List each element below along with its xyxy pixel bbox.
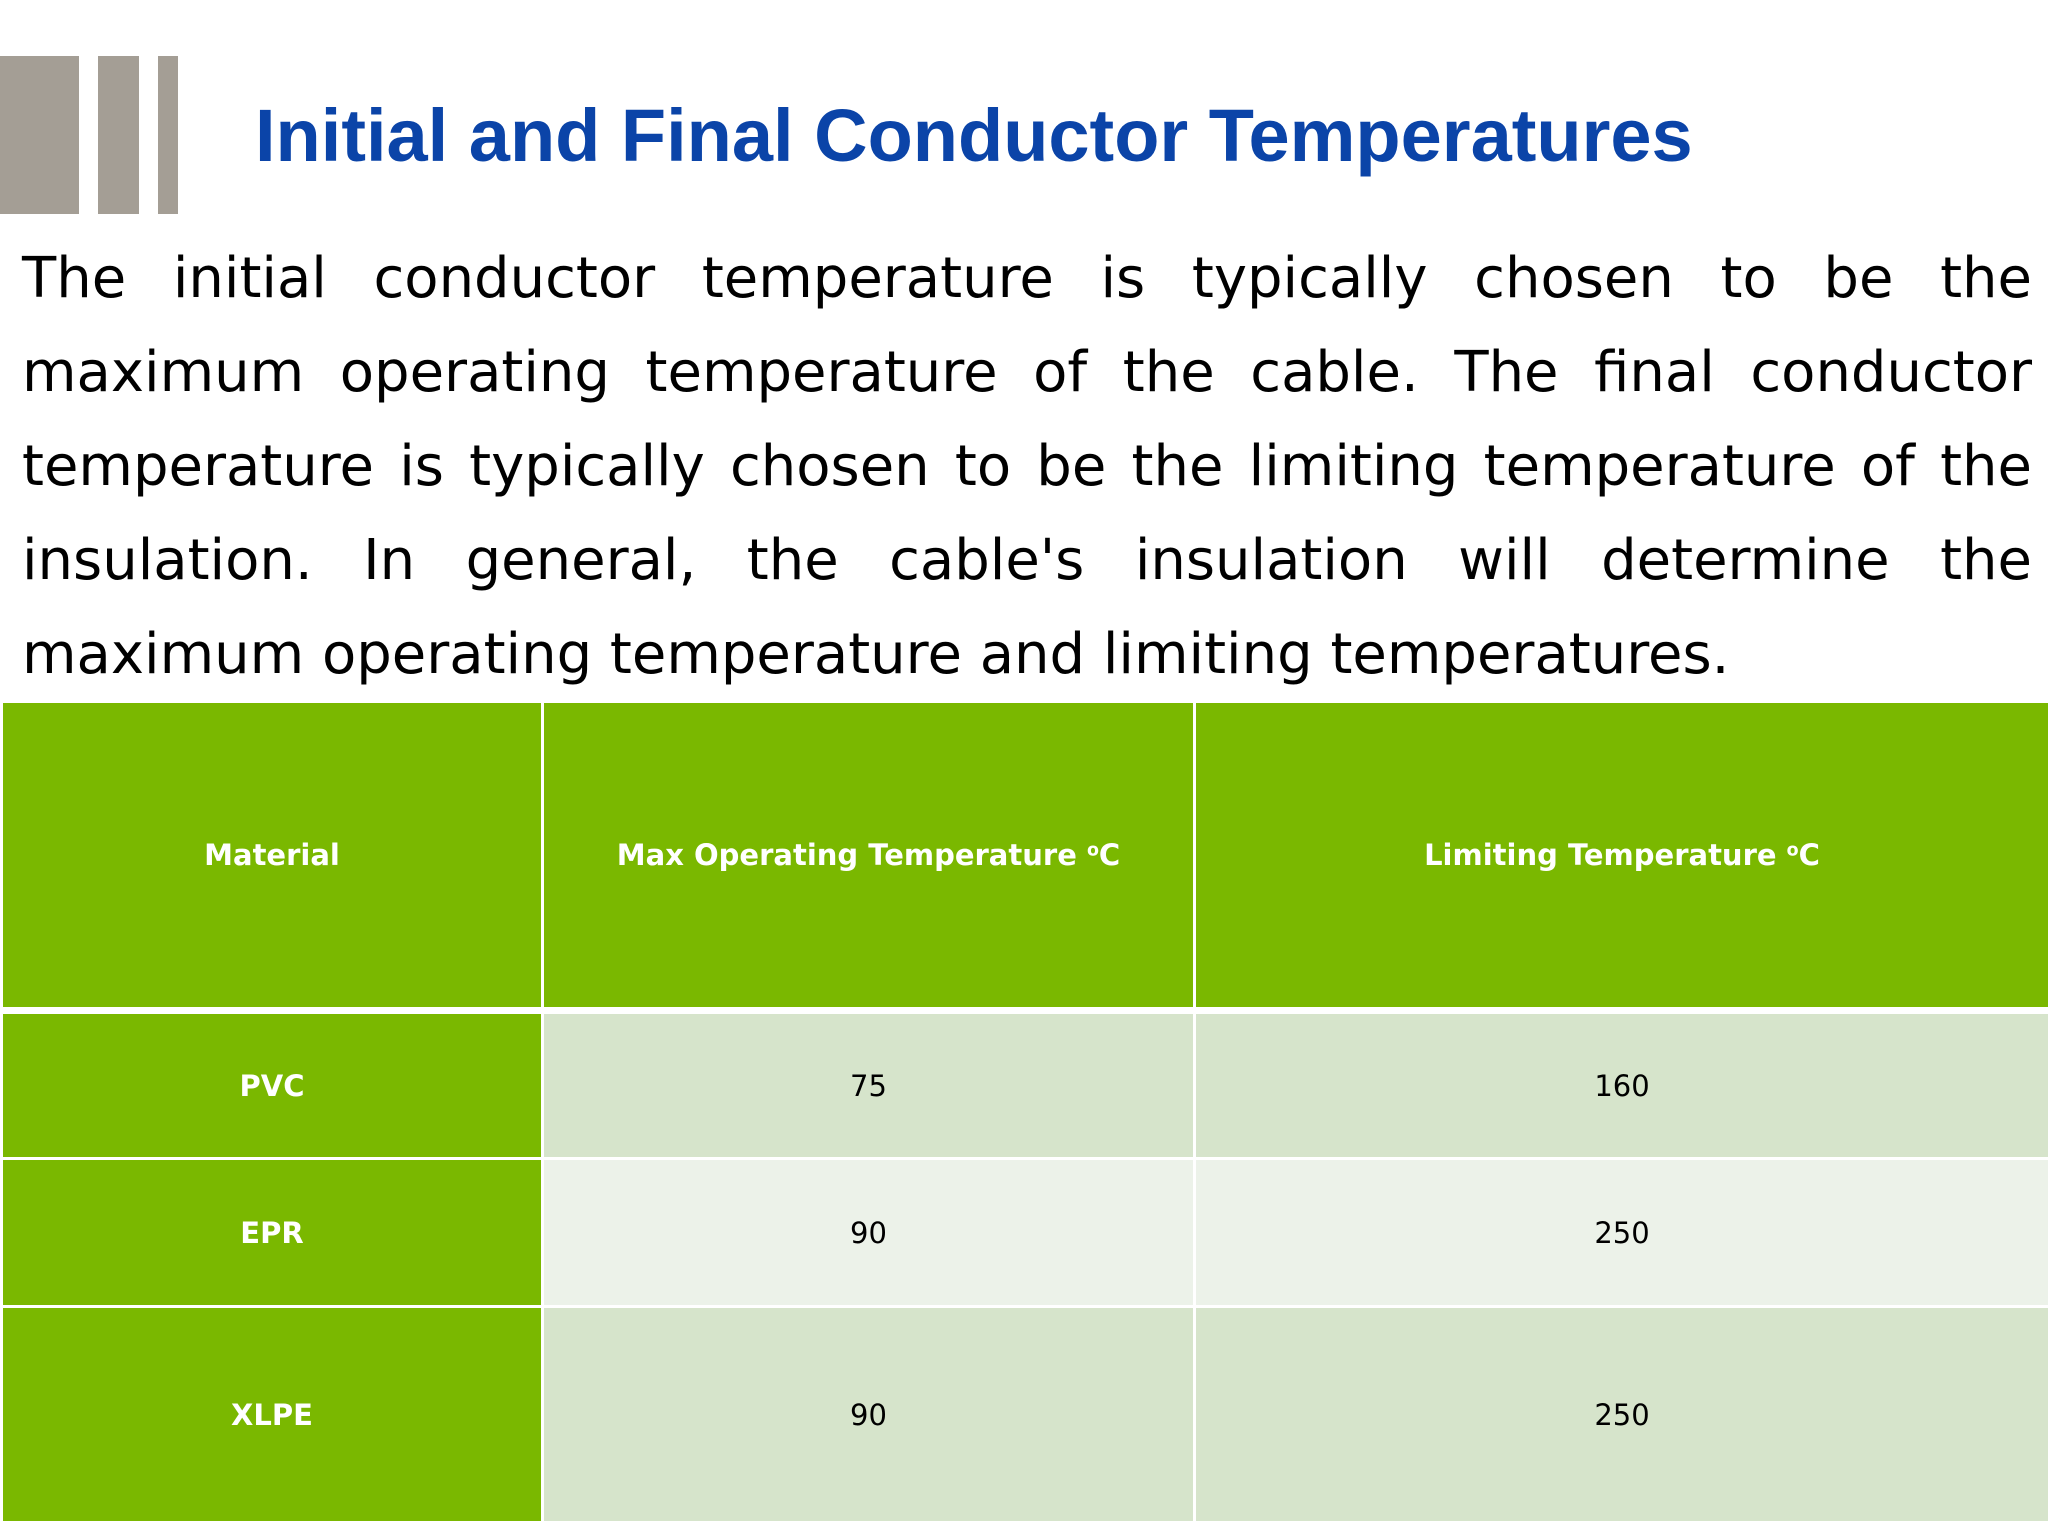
cell-material: XLPE bbox=[2, 1307, 543, 1523]
table-header-row bbox=[2, 702, 2048, 1011]
cell-max-operating-temp: 90 bbox=[543, 1159, 1195, 1307]
cell-max-operating-temp: 90 bbox=[543, 1307, 1195, 1523]
cell-limiting-temp: 250 bbox=[1195, 1307, 2048, 1523]
decor-bar-medium bbox=[98, 56, 139, 214]
decor-bar-narrow bbox=[158, 56, 178, 214]
header-max-operating-temp: Max Operating Temperature $^o$C bbox=[543, 702, 1195, 1011]
slide-title: Initial and Final Conductor Temperatures bbox=[255, 94, 1693, 177]
degree-mark: o bbox=[1086, 840, 1099, 861]
header-material: Material bbox=[2, 702, 543, 1011]
header-limiting-temp: Limiting Temperature $^o$C bbox=[1195, 702, 2048, 1011]
cell-limiting-temp: 160 bbox=[1195, 1011, 2048, 1159]
temperature-table bbox=[0, 700, 2048, 1524]
table-row bbox=[2, 1307, 2048, 1523]
cell-limiting-temp: 250 bbox=[1195, 1159, 2048, 1307]
unit-label: C bbox=[1098, 838, 1121, 872]
degree-mark: o bbox=[1786, 840, 1799, 861]
table-row bbox=[2, 1011, 2048, 1159]
cell-max-operating-temp: 75 bbox=[543, 1011, 1195, 1159]
cell-material: EPR bbox=[2, 1159, 543, 1307]
decor-bar-wide bbox=[0, 56, 79, 214]
body-paragraph: The initial conductor temperature is typically chosen to be the maximum operating temperature of the cable. The final conductor temperature is typically chosen to be the limiting temperature of the insulation. In general, the cable's insulation will determine the maximum operating temperature and limiting temperatures. bbox=[22, 246, 2032, 687]
cell-material: PVC bbox=[2, 1011, 543, 1159]
table-row bbox=[2, 1159, 2048, 1307]
unit-label: C bbox=[1798, 838, 1820, 872]
